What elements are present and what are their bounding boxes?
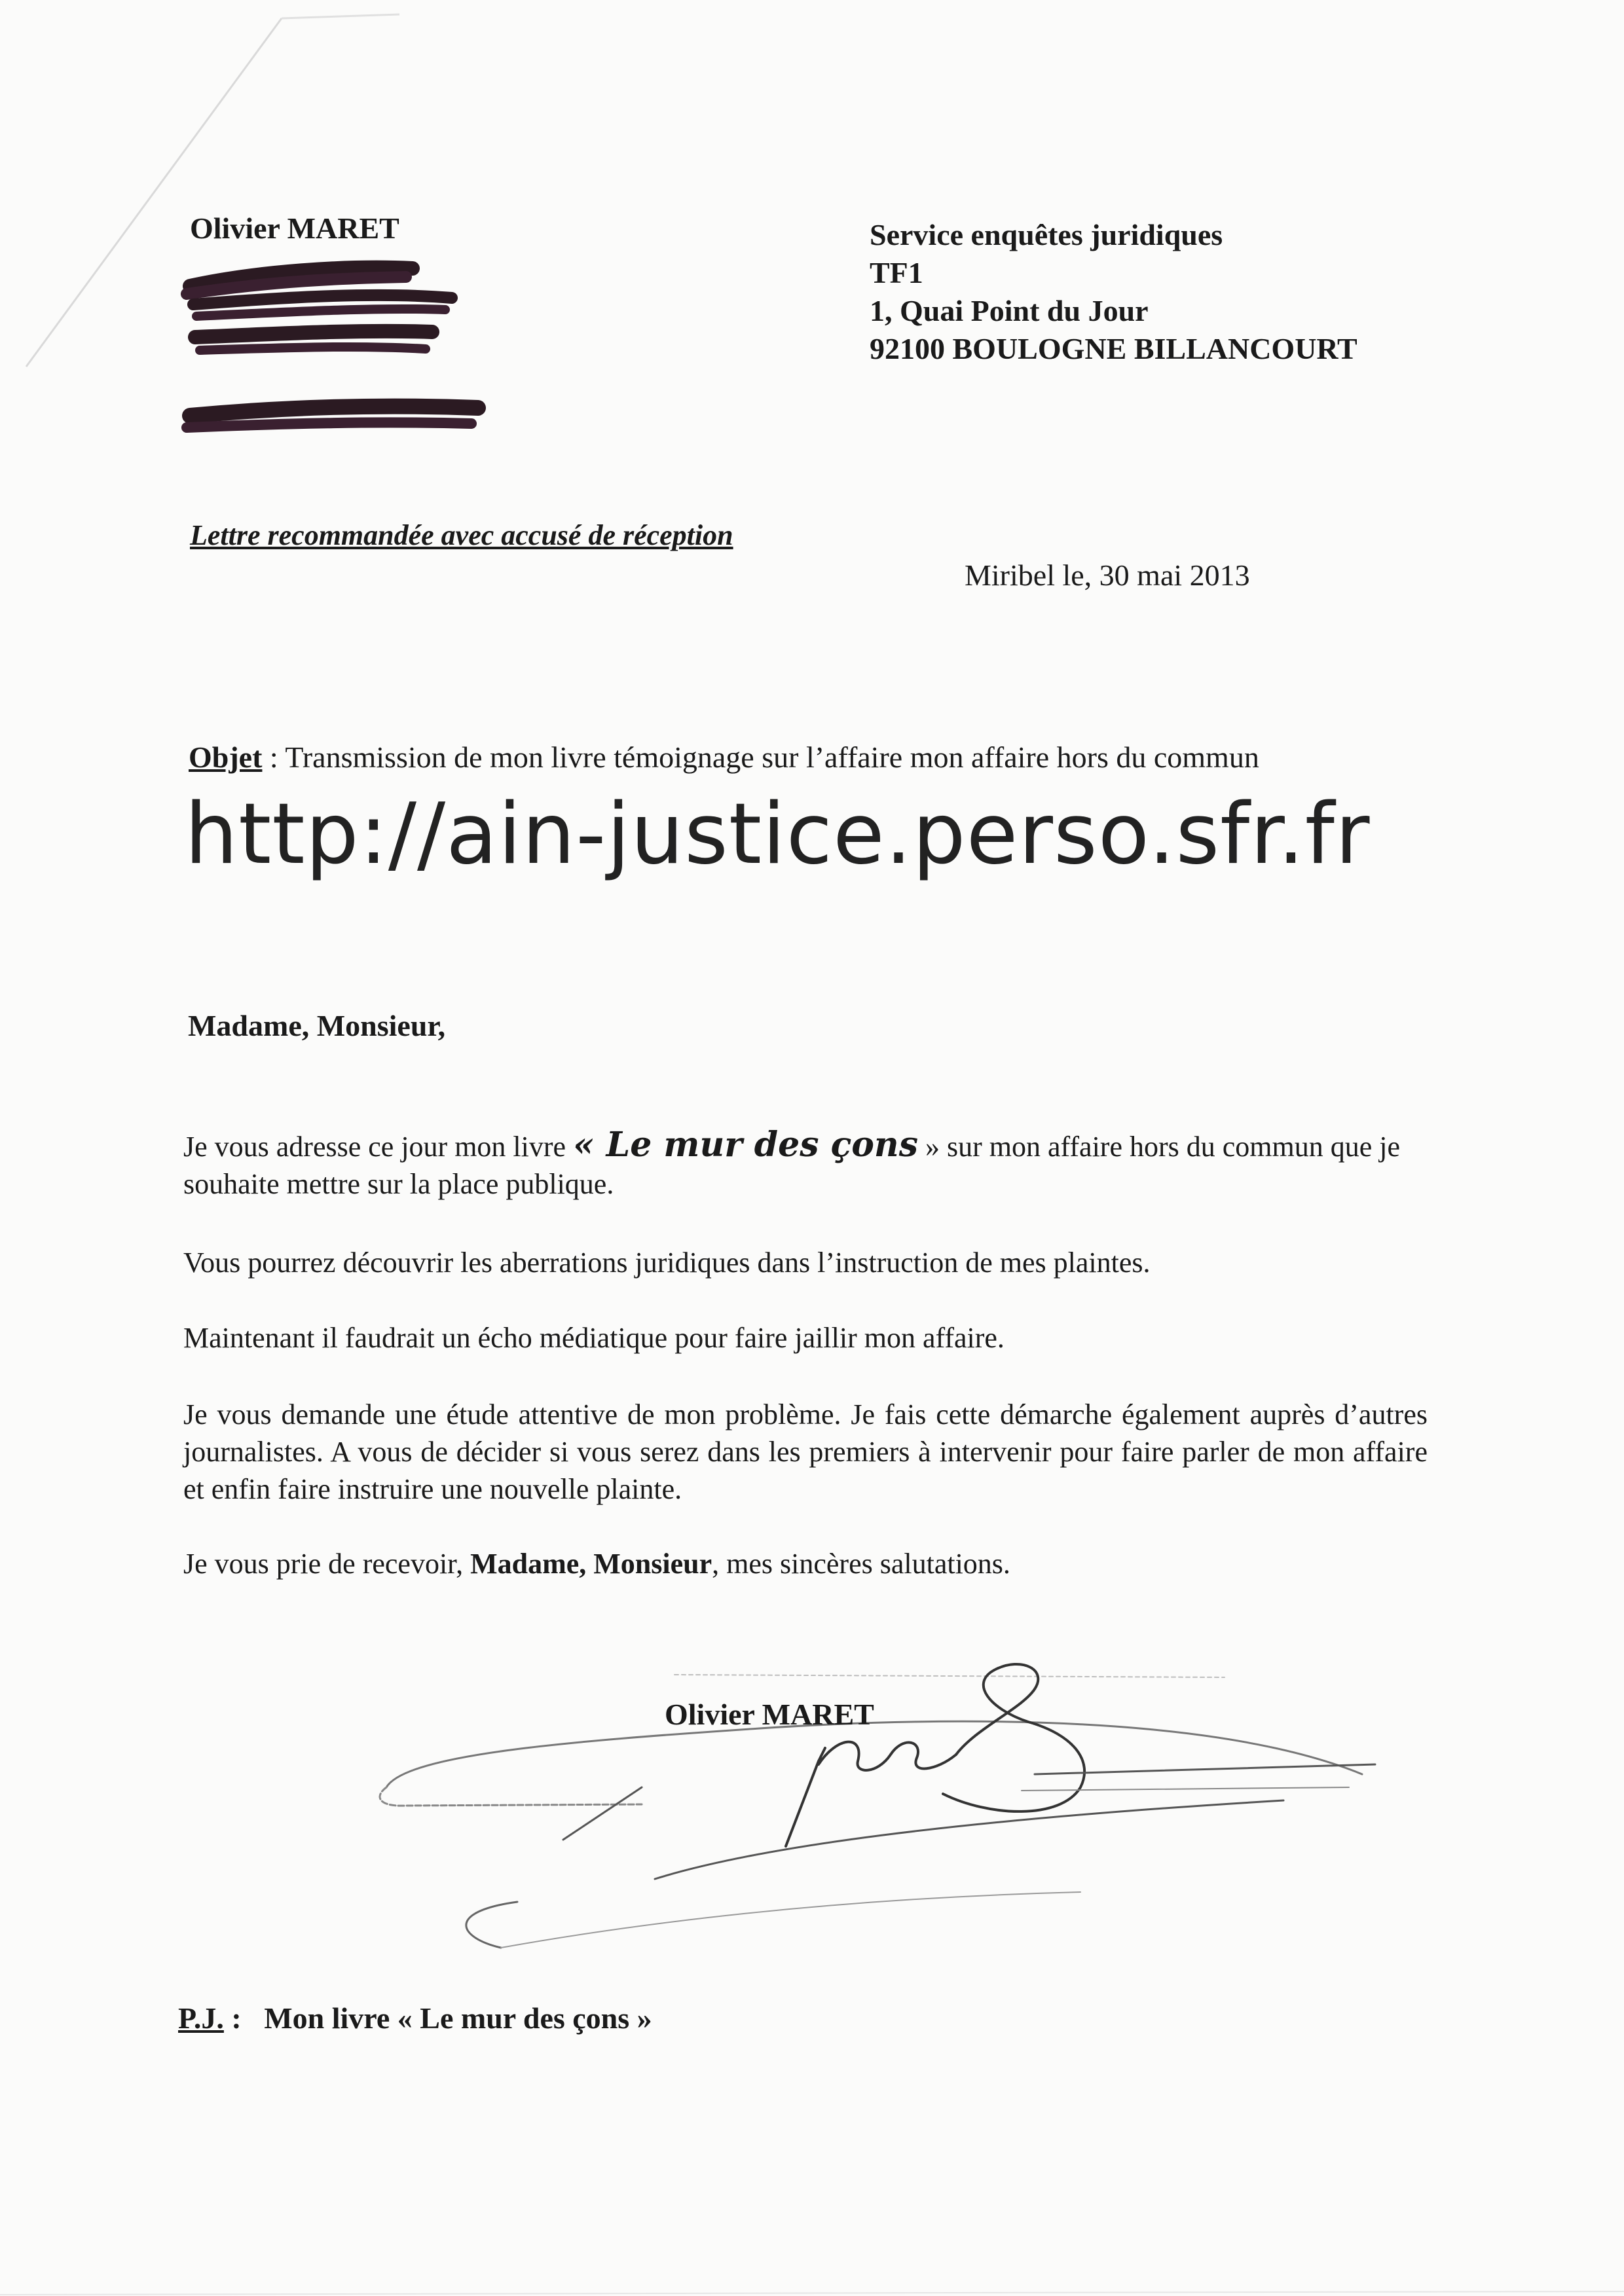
attachment-line [178, 2001, 652, 2035]
closing-paragraph [183, 1545, 1428, 1582]
body-paragraph: Maintenant il faudrait un écho médiatique pour faire jaillir mon affaire. [183, 1322, 1005, 1354]
recipient-line: TF1 [870, 256, 923, 289]
recipient-line: 92100 BOULOGNE BILLANCOURT [870, 332, 1357, 365]
subject-text: Transmission de mon livre témoignage sur l’affaire mon affaire hors du commun [285, 740, 1259, 774]
closing-emphasis: Madame, Monsieur [470, 1548, 712, 1580]
body-paragraph: Vous pourrez découvrir les aberrations juridiques dans l’instruction de mes plaintes. [183, 1247, 1151, 1279]
paragraph-text: » sur mon affaire hors du commun que je souhaite mettre sur la place publique. [183, 1131, 1401, 1200]
recipient-line: 1, Quai Point du Jour [870, 294, 1149, 327]
subject-line [189, 740, 1259, 774]
sender-name: Olivier MARET [190, 211, 399, 245]
paragraph-text: , mes sincères salutations. [712, 1548, 1010, 1580]
attachment-text: Mon livre « Le mur des çons » [264, 2001, 652, 2035]
body-paragraph: Je vous demande une étude attentive de mon problème. Je fais cette démarche également auprès d’autres journalistes. A vous de décider si vous serez dans les premiers à intervenir pour faire parler de mon affaire et enfin faire instruire une nouvelle plainte. [183, 1398, 1428, 1505]
recipient-line: Service enquêtes juridiques [870, 218, 1223, 251]
attachment-separator: : [223, 2001, 265, 2035]
signer-name: Olivier MARET [665, 1698, 874, 1731]
book-title: « Le mur des çons [573, 1125, 918, 1165]
place-and-date: Miribel le, 30 mai 2013 [965, 558, 1250, 592]
redacted-sender-address [177, 252, 491, 448]
paragraph-text: Je vous prie de recevoir, [183, 1548, 471, 1580]
handwritten-signature [367, 1650, 1388, 1951]
recipient-address [870, 216, 1357, 368]
website-url: http://ain-justice.perso.sfr.fr [185, 786, 1371, 883]
attachment-label: P.J. [178, 2001, 224, 2035]
body-paragraph [183, 1126, 1428, 1203]
subject-separator: : [262, 740, 286, 774]
paragraph-text: Je vous adresse ce jour mon livre [183, 1131, 574, 1163]
salutation: Madame, Monsieur, [188, 1009, 446, 1042]
subject-label: Objet [189, 740, 263, 774]
registered-mail-notice: Lettre recommandée avec accusé de réception [190, 519, 733, 551]
